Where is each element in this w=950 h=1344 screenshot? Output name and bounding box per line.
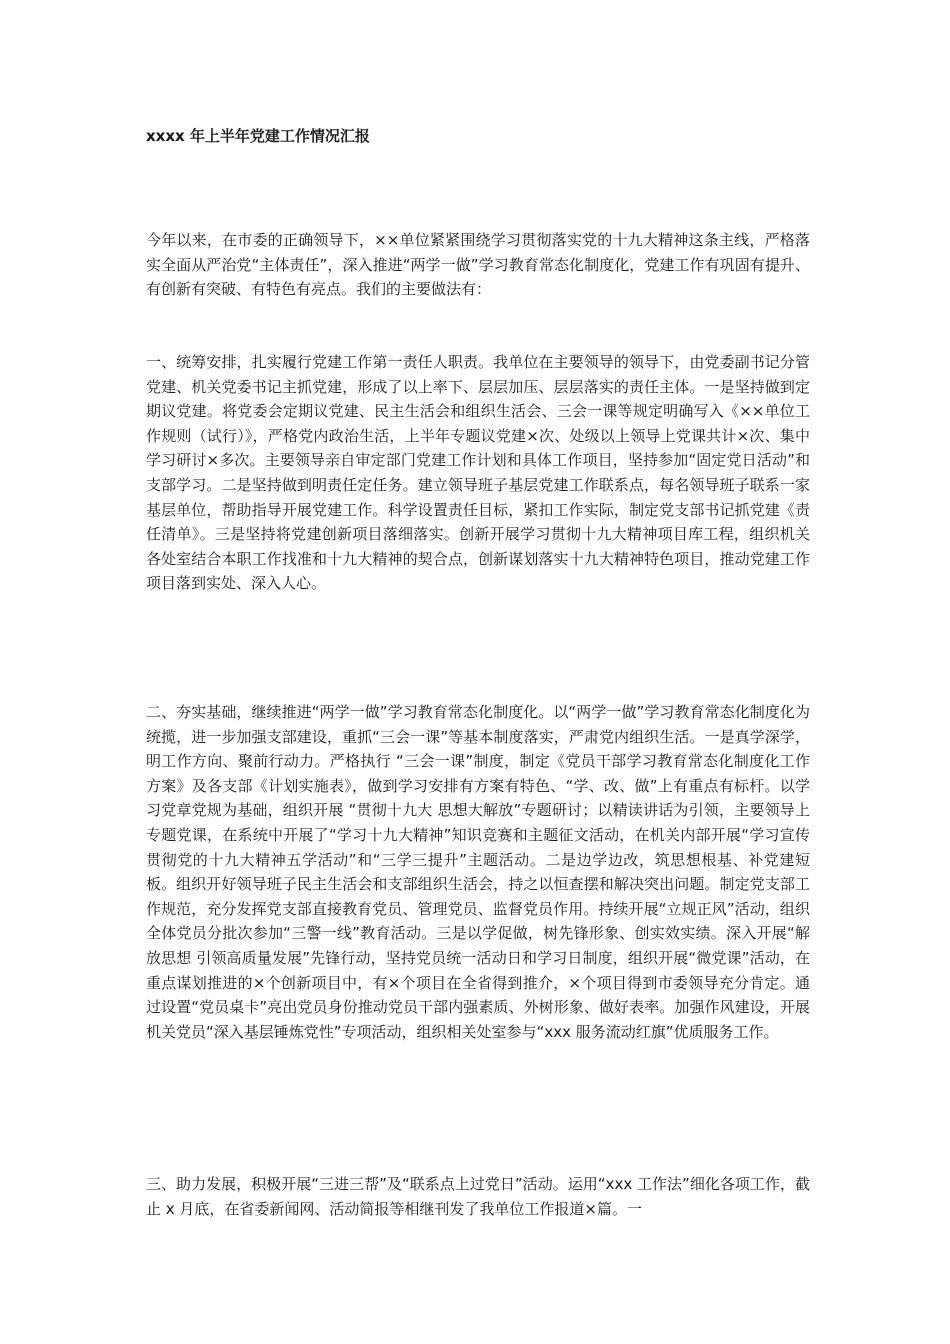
paragraph-intro: 今年以来，在市委的正确领导下，××单位紧紧围绕学习贯彻落实党的十九大精神这条主线，严格落实全面从严治党“主体责任”，深入推进“两学一做”学习教育常态化制度化，党建工作有巩固有提升、有创新有突破、有特色有亮点。我们的主要做法有：: [146, 231, 810, 299]
document-title: xxxx 年上半年党建工作情况汇报: [146, 127, 370, 145]
paragraph-section-3: 三、助力发展，积极开展“三进三帮”及“联系点上过党日”活动。运用“xxx 工作法”细化各项工作，截止 x 月底，在省委新闻网、活动简报等相继刊发了我单位工作报道×篇。一: [146, 1175, 810, 1218]
paragraph-section-2: 二、夯实基础，继续推进“两学一做”学习教育常态化制度化。以“两学一做”学习教育常态化制度化为统揽，进一步加强支部建设，重抓“三会一课”等基本制度落实，严肃党内组织生活。一是真学深学，明工作方向、聚前行动力。严格执行 “三会一课”制度，制定《党员干部学习教育常态化制度化工作方案》及各支部《计划实施表》，做到学习安排有方案有特色、“学、改、做”上有重点有标杆。以学习党章党规为基础，组织开展 “贯彻十九大 思想大解放”专题研讨；以精读讲话为引领，主要领导上专题党课，在系统中开展了“学习十九大精神”知识竞赛和主题征文活动，在机关内部开展“学习宣传贯彻党的十九大精神五学活动”和“三学三提升”主题活动。二是边学边改，筑思想根基、补党建短板。组织开好领导班子民主生活会和支部组织生活会，持之以恒查摆和解决突出问题。制定党支部工作规范，充分发挥党支部直接教育党员、管理党员、监督党员作用。持续开展“立规正风”活动，组织全体党员分批次参加“三警一线”教育活动。三是以学促做，树先锋形象、创实效实绩。深入开展“解放思想 引领高质量发展”先锋行动，坚持党员统一活动日和学习日制度，组织开展“微党课”活动，在重点谋划推进的×个创新项目中，有×个项目在全省得到推介，×个项目得到市委领导充分肯定。通过设置“党员桌卡”亮出党员身份推动党员干部内强素质、外树形象、做好表率。加强作风建设，开展机关党员“深入基层锤炼党性”专项活动，组织相关处室参与“xxx 服务流动红旗”优质服务工作。: [146, 703, 810, 1041]
paragraph-section-1: 一、统筹安排，扎实履行党建工作第一责任人职责。我单位在主要领导的领导下，由党委副书记分管党建、机关党委书记主抓党建，形成了以上率下、层层加压、层层落实的责任主体。一是坚持做到定期议党建。将党委会定期议党建、民主生活会和组织生活会、三会一课等规定明确写入《××单位工作规则（试行）》，严格党内政治生活，上半年专题议党建×次、处级以上领导上党课共计×次、集中学习研讨×多次。主要领导亲自审定部门党建工作计划和具体工作项目，坚持参加“固定党日活动”和支部学习。二是坚持做到明责任定任务。建立领导班子基层党建工作联系点，每名领导班子联系一家基层单位，帮助指导开展党建工作。科学设置责任目标，紧扣工作实际，制定党支部书记抓党建《责任清单》。三是坚持将党建创新项目落细落实。创新开展学习贯彻十九大精神项目库工程，组织机关各处室结合本职工作找准和十九大精神的契合点，创新谋划落实十九大精神特色项目，推动党建工作项目落到实处、深入人心。: [146, 353, 810, 593]
